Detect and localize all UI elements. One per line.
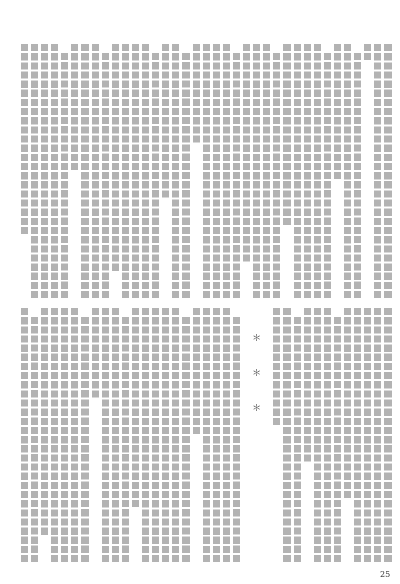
text-column [294,317,301,562]
text-column [162,44,169,198]
text-column [203,44,210,298]
text-column [162,308,169,562]
text-column [112,44,119,271]
text-column [92,44,99,298]
text-column [31,317,38,562]
text-column [213,308,220,562]
text-column [344,44,351,298]
text-column [384,308,391,562]
text-column [122,317,129,562]
text-column [142,308,149,562]
section-break-mark: ＊ [252,404,262,414]
text-column [31,44,38,298]
text-column [51,44,58,298]
text-block-upper [0,44,400,301]
section-break-mark: ＊ [252,369,262,379]
text-column [263,44,270,298]
text-column [61,308,68,562]
text-column [324,53,331,298]
text-column [81,44,88,298]
text-column [41,308,48,535]
text-column [304,44,311,298]
page-number: 25 [380,570,391,579]
text-column [233,53,240,298]
text-column [334,44,341,179]
text-column [223,44,230,298]
text-column [314,44,321,298]
text-column [81,317,88,562]
text-column [152,308,159,562]
text-column [92,308,99,398]
text-column [354,53,361,298]
text-column [354,308,361,562]
text-column [324,308,331,562]
text-column [364,44,371,60]
text-column [233,317,240,562]
text-column [152,53,159,298]
text-column [344,308,351,498]
text-column [243,44,250,262]
text-column [374,308,381,562]
text-column [122,44,129,298]
text-column [21,308,28,562]
text-column [182,53,189,298]
text-column [283,44,290,225]
text-column [314,308,321,562]
text-column [203,308,210,562]
text-column [364,308,371,562]
text-column [51,308,58,562]
text-column [71,44,78,170]
text-column [193,44,200,143]
text-block-lower [0,308,400,565]
text-column [142,44,149,298]
text-column [374,44,381,298]
text-column [304,308,311,462]
text-column [182,317,189,562]
text-column [132,44,139,298]
text-column [102,53,109,298]
text-column [213,44,220,298]
text-column [334,317,341,562]
text-column [273,308,280,425]
text-column [283,308,290,562]
text-column [112,308,119,562]
text-column [172,308,179,562]
text-column [223,308,230,562]
text-column [193,308,200,434]
text-column [132,308,139,507]
text-column [273,53,280,298]
text-column [21,44,28,234]
text-column [294,44,301,298]
section-break-mark: ＊ [252,334,262,344]
text-column [172,44,179,298]
text-column [41,44,48,298]
text-column [253,44,260,298]
text-column [384,44,391,298]
text-column [102,308,109,562]
text-column [61,53,68,298]
text-column [71,308,78,562]
